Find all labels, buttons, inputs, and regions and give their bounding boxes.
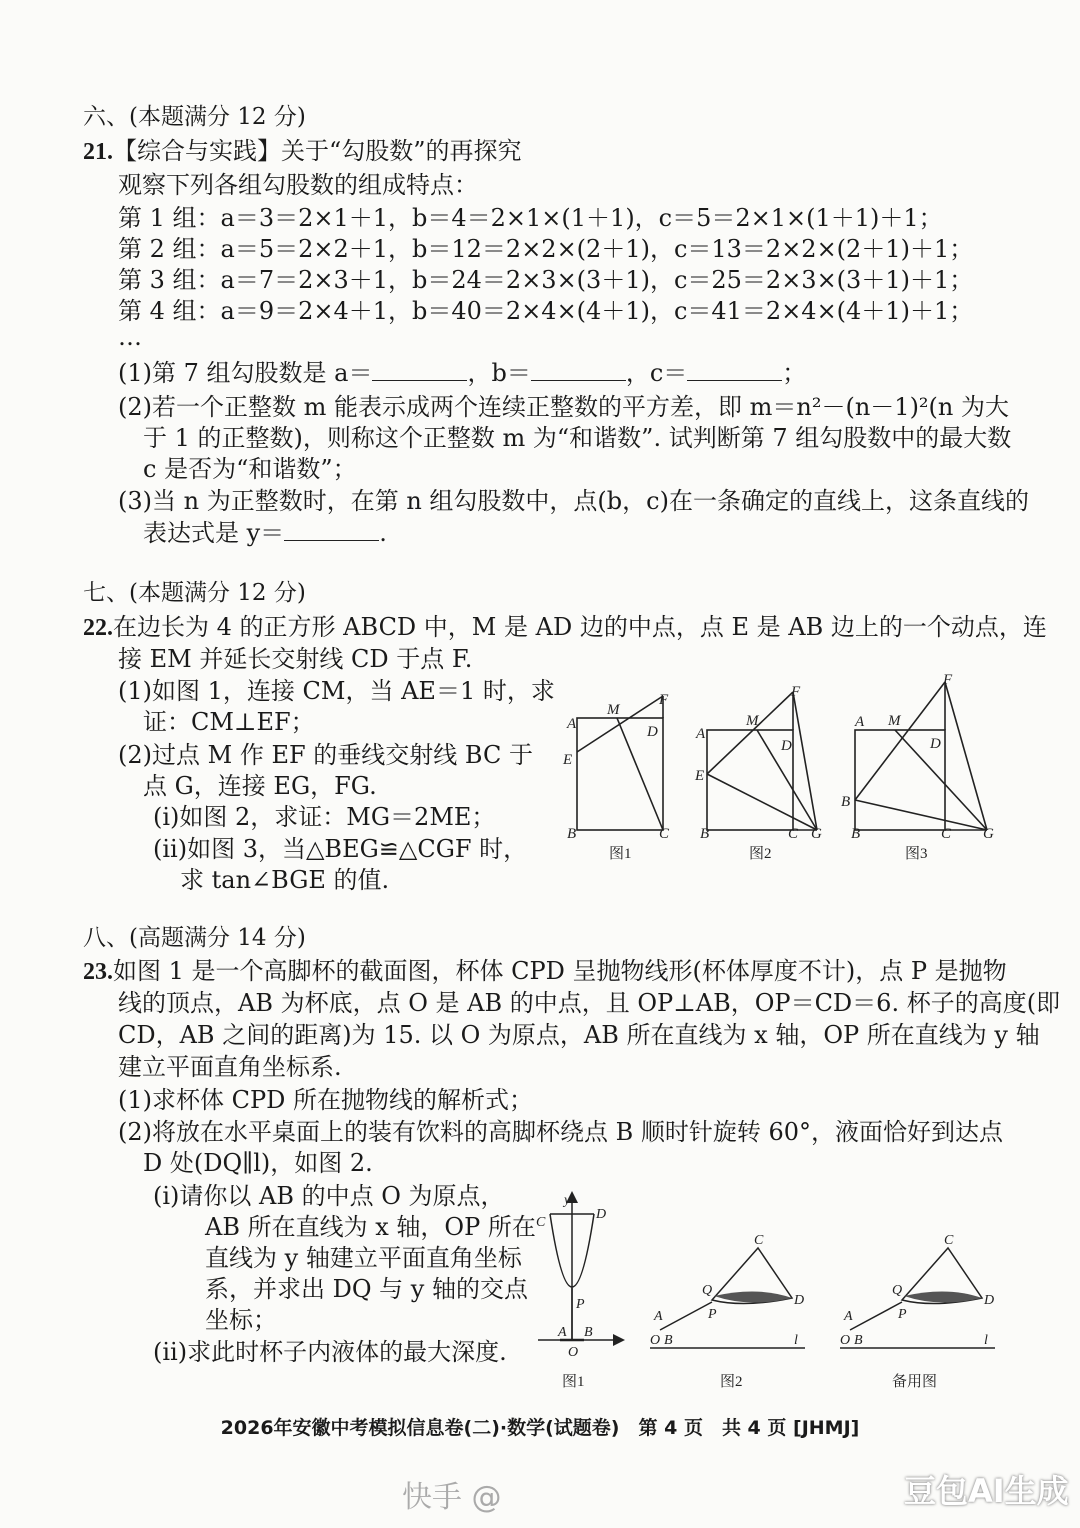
q21-part3-line2 <box>143 518 387 548</box>
page-footer: 2026年安徽中考模拟信息卷(二)·数学(试题卷) 第 4 页 共 4 页 [JHMJ] <box>220 1417 860 1439</box>
fig1-caption: 图1 <box>609 846 632 862</box>
q21-group-1: 第 1 组：a＝3＝2×1＋1，b＝4＝2×1×(1＋1)，c＝5＝2×1×(1＋1)＋1； <box>118 204 943 232</box>
q21-group-3: 第 3 组：a＝7＝2×3＋1，b＝24＝2×3×(3＋1)，c＝25＝2×3×(3＋1)＋1； <box>118 266 974 294</box>
fig3-label-b: B <box>841 794 851 810</box>
fig1-label-b: B <box>584 1325 593 1340</box>
q23-part2-ii: (ⅱ)求此时杯子内液体的最大深度. <box>153 1338 507 1366</box>
q22-figure-1 <box>577 696 663 830</box>
q22-line2: 接 EM 并延长交射线 CD 于点 F. <box>118 645 473 673</box>
fig3-label-q: Q <box>892 1283 903 1298</box>
q23-part2-i-line5: 坐标； <box>205 1306 277 1334</box>
q22-part2-b: 点 G，连接 EG，FG. <box>143 772 377 800</box>
q21-part1-text-a: (1)第 7 组勾股数是 a＝ <box>118 359 373 387</box>
fig3-label-b2: B <box>851 826 861 842</box>
q23-line1-text: 如图 1 是一个高脚杯的截面图，杯体 CPD 呈抛物线形(杯体厚度不计)，点 P 是抛物 <box>113 957 1007 985</box>
q22-part2-i: (ⅰ)如图 2，求证：MG＝2ME； <box>153 803 496 831</box>
q22-figure-3 <box>855 682 987 830</box>
fig2-label-q: Q <box>702 1283 713 1298</box>
q21-group-2: 第 2 组：a＝5＝2×2＋1，b＝12＝2×2×(2＋1)，c＝13＝2×2×(2＋1)＋1； <box>118 235 974 263</box>
fig1-label-m: M <box>607 702 620 718</box>
fig1-label-e: E <box>563 752 573 768</box>
q23-line2: 线的顶点，AB 为杯底，点 O 是 AB 的中点，且 OP⊥AB，OP＝CD＝6. 杯子的高度(即 <box>118 989 1061 1017</box>
fig3-label-c: C <box>941 826 952 842</box>
fig3-label-m: M <box>888 713 901 729</box>
fig2-label-e: E <box>695 768 705 784</box>
q21-ellipsis: … <box>118 323 142 351</box>
fig3-label-o: O <box>840 1333 851 1348</box>
q22-part1-a: (1)如图 1，连接 CM，当 AE＝1 时，求 <box>118 677 555 705</box>
q23-part2-i-line1: (ⅰ)请你以 AB 的中点 O 为原点， <box>153 1182 505 1210</box>
q23-line1 <box>83 956 1007 987</box>
fig2-label-g: G <box>811 826 822 842</box>
q21-part1-text-d: ； <box>782 359 807 387</box>
fig2-label-b: B <box>664 1333 673 1348</box>
q23-figure-1 <box>538 1194 622 1340</box>
fig2-label-c: C <box>754 1233 764 1248</box>
q23-part2-i-line3: 直线为 y 轴建立平面直角坐标 <box>205 1244 522 1272</box>
q23-line4: 建立平面直角坐标系. <box>118 1053 342 1081</box>
q21-part1-text-b: ，b＝ <box>467 359 531 387</box>
q21-title: 【综合与实践】关于“勾股数”的再探究 <box>113 137 522 165</box>
fig1-label-c: C <box>659 826 670 842</box>
fig1-label-b: B <box>567 826 577 842</box>
fig2-label-a: A <box>654 1309 663 1324</box>
fig2-label-b: B <box>700 826 710 842</box>
fig2-label-o: O <box>650 1333 661 1348</box>
q22-part2-ii-a: (ⅱ)如图 3，当△BEG≌△CGF 时， <box>153 835 528 863</box>
q22-figures <box>555 670 1005 870</box>
fig3-label-a: A <box>855 714 865 730</box>
fig3-label-b: B <box>854 1333 863 1348</box>
section-6-header: 六、(本题满分 12 分) <box>83 104 306 130</box>
fig3-label-g: G <box>983 826 994 842</box>
q22-line1-text: 在边长为 4 的正方形 ABCD 中，M 是 AD 边的中点，点 E 是 AB 边上的一个动点，连 <box>113 613 1047 641</box>
q23-part2-line2: D 处(DQ∥l)，如图 2. <box>143 1149 373 1177</box>
q22-part2-a: (2)过点 M 作 EF 的垂线交射线 BC 于 <box>118 741 533 769</box>
fig2-label-m: M <box>746 713 759 729</box>
section-7-header: 七、(本题满分 12 分) <box>83 580 306 606</box>
fig2-caption: 图2 <box>749 846 772 862</box>
fig3-label-a: A <box>844 1309 853 1324</box>
q23-figures <box>530 1190 1010 1400</box>
q21-part1-text-c: ，c＝ <box>625 359 688 387</box>
fig2-label-f: F <box>791 684 801 700</box>
fig3-label-d: D <box>984 1293 995 1308</box>
q23-part1: (1)求杯体 CPD 所在抛物线的解析式； <box>118 1086 534 1114</box>
q23-fig1-caption: 图1 <box>562 1374 585 1390</box>
section-8-header: 八、(高题满分 14 分) <box>83 925 306 951</box>
watermark-doubao: 豆包AI生成 <box>904 1472 1069 1510</box>
q22-number: 22. <box>83 615 113 641</box>
q21-intro: 观察下列各组勾股数的组成特点： <box>118 171 478 199</box>
q21-part3-period: . <box>379 519 387 547</box>
q21-title-line <box>83 136 522 167</box>
q23-part2-i-line2: AB 所在直线为 x 轴，OP 所在 <box>205 1213 536 1241</box>
q23-fig3-caption: 备用图 <box>892 1374 938 1390</box>
q21-part2-line3: c 是否为“和谐数”； <box>143 455 357 483</box>
fig3-label-l: l <box>984 1333 988 1348</box>
q22-part2-ii-b: 求 tan∠BGE 的值. <box>180 866 390 894</box>
fig2-label-a: A <box>696 726 706 742</box>
q21-part2-line1: (2)若一个正整数 m 能表示成两个连续正整数的平方差，即 m＝n²－(n－1)²(n 为大 <box>118 393 1009 421</box>
fig1-label-a: A <box>567 716 577 732</box>
fig2-label-d: D <box>794 1293 805 1308</box>
fig2-label-d: D <box>781 738 792 754</box>
watermark-kuaishou: 快手 @ <box>402 1480 502 1515</box>
q23-part2-line1: (2)将放在水平桌面上的装有饮料的高脚杯绕点 B 顺时针旋转 60°，液面恰好到达点 <box>118 1118 1004 1146</box>
fig2-label-l: l <box>794 1333 798 1348</box>
fig1-label-p: P <box>576 1297 585 1312</box>
answer-blank-b[interactable] <box>531 358 626 381</box>
q21-part2-line2: 于 1 的正整数)，则称这个正整数 m 为“和谐数”. 试判断第 7 组勾股数中的最大数 <box>143 424 1012 452</box>
q21-part1 <box>118 358 806 388</box>
fig1-label-y: y <box>564 1193 571 1208</box>
fig3-label-f: F <box>943 672 953 688</box>
fig3-caption: 图3 <box>905 846 928 862</box>
q21-group-4: 第 4 组：a＝9＝2×4＋1，b＝40＝2×4×(4＋1)，c＝41＝2×4×(4＋1)＋1； <box>118 297 974 325</box>
q23-line3: CD，AB 之间的距离)为 15. 以 O 为原点，AB 所在直线为 x 轴，OP 所在直线为 y 轴 <box>118 1021 1040 1049</box>
q22-figure-2 <box>707 692 817 830</box>
q22-part1-b: 证：CM⊥EF； <box>143 708 315 736</box>
answer-blank-line[interactable] <box>284 518 379 541</box>
q23-number: 23. <box>83 959 113 985</box>
fig1-label-d: D <box>596 1207 607 1222</box>
q21-part3-line1: (3)当 n 为正整数时，在第 n 组勾股数中，点(b，c)在一条确定的直线上，这条直线的 <box>118 487 1029 515</box>
answer-blank-a[interactable] <box>372 358 467 381</box>
fig1-label-c: C <box>536 1215 546 1230</box>
fig2-label-c: C <box>788 826 799 842</box>
fig3-label-c: C <box>944 1233 954 1248</box>
q23-part2-i-line4: 系，并求出 DQ 与 y 轴的交点 <box>205 1275 528 1303</box>
fig1-label-o: O <box>568 1345 579 1360</box>
fig2-label-p: P <box>708 1307 717 1322</box>
fig3-label-d: D <box>930 736 941 752</box>
q21-number: 21. <box>83 139 113 165</box>
answer-blank-c[interactable] <box>687 358 782 381</box>
fig3-label-p: P <box>898 1307 907 1322</box>
fig1-label-f: F <box>659 692 669 708</box>
fig1-label-a: A <box>558 1325 567 1340</box>
q22-line1 <box>83 612 1047 643</box>
q21-part3-text: 表达式是 y＝ <box>143 519 285 547</box>
fig1-label-d: D <box>647 724 658 740</box>
q23-fig2-caption: 图2 <box>720 1374 743 1390</box>
